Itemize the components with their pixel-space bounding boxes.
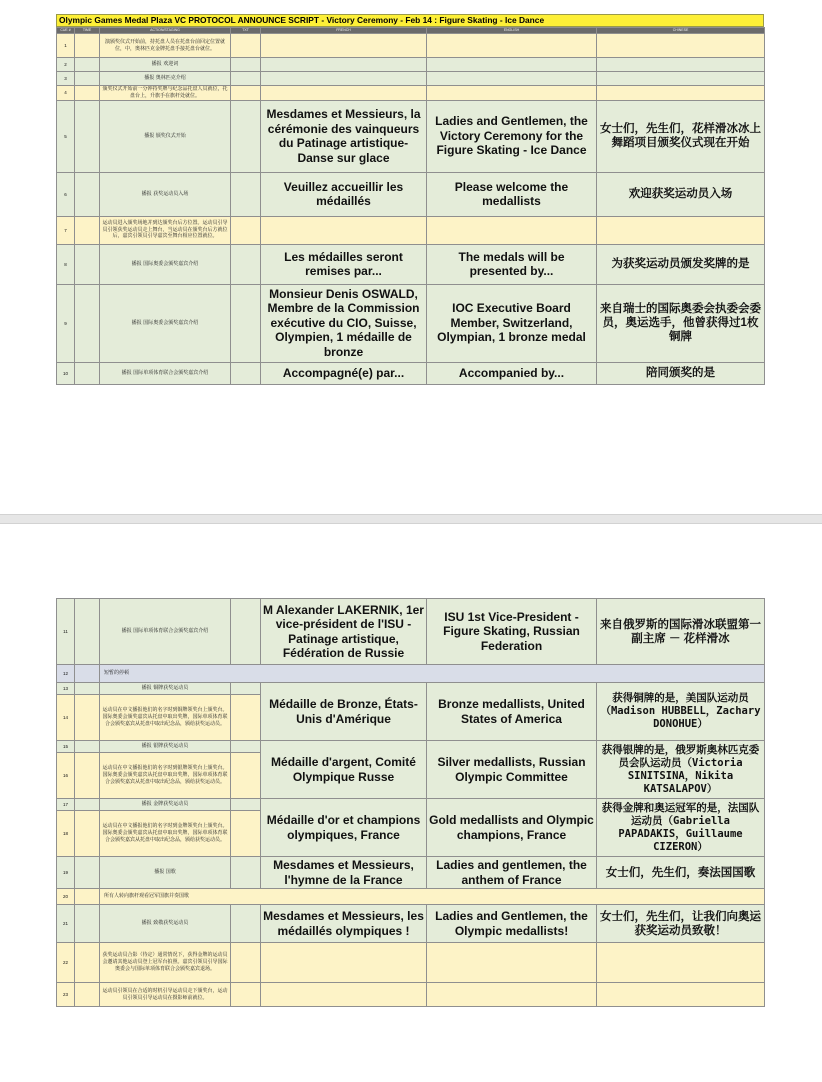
cue-number: 18	[57, 811, 75, 857]
english-text	[427, 34, 597, 58]
table-row	[57, 244, 765, 284]
table-row	[57, 665, 765, 683]
cue-number: 11	[57, 599, 75, 665]
table-row	[57, 741, 765, 753]
french-text: Veuillez accueillir les médaillés	[261, 172, 427, 216]
french-text: Médaille d'argent, Comité Olympique Russe	[261, 741, 427, 799]
cue-number: 9	[57, 284, 75, 362]
chinese-text: 来自瑞士的国际奥委会执委会委员，奥运选手，他曾获得过1枚铜牌	[597, 284, 765, 362]
page-divider	[0, 514, 822, 524]
action-staging: 播报 国际单项体育联合会颁奖嘉宾介绍	[100, 362, 231, 384]
action-staging: 播报 奥林匹克介绍	[100, 72, 231, 86]
header-chinese: CHINESE	[597, 28, 765, 34]
table-row	[57, 799, 765, 811]
chinese-text	[597, 943, 765, 983]
action-staging: 播报 金牌获奖运动员	[100, 799, 231, 811]
cue-number: 7	[57, 216, 75, 244]
table-row	[57, 34, 765, 58]
action-staging: 运动员引领员在合适的时机引导运动员走下颁奖台，运动员引领员引导运动员在摄影师前就位。	[100, 983, 231, 1007]
cue-number: 13	[57, 683, 75, 695]
header-action: ACTION/STAGING	[100, 28, 231, 34]
script-title: Olympic Games Medal Plaza VC PROTOCOL ANNOUNCE SCRIPT - Victory Ceremony - Feb 14 : Figure Skating - Ice Dance	[56, 14, 764, 27]
cue-number: 17	[57, 799, 75, 811]
table-row	[57, 943, 765, 983]
cue-number: 23	[57, 983, 75, 1007]
table-row	[57, 216, 765, 244]
script-table-1	[56, 27, 765, 385]
action-staging: 播报 国歌	[100, 857, 231, 889]
action-staging: 播报 铜牌获奖运动员	[100, 683, 231, 695]
french-text: Monsieur Denis OSWALD, Membre de la Commission exécutive du CIO, Suisse, Olympien, 1 médaille de bronze	[261, 284, 427, 362]
chinese-text	[597, 58, 765, 72]
chinese-text: 获得金牌和奥运冠军的是，法国队运动员（Gabriella PAPADAKIS，Guillaume CIZERON）	[597, 799, 765, 857]
table-row	[57, 683, 765, 695]
chinese-text	[597, 72, 765, 86]
chinese-text: 女士们，先生们，花样滑冰冰上舞蹈项目颁奖仪式现在开始	[597, 100, 765, 172]
english-text: Gold medallists and Olympic champions, France	[427, 799, 597, 857]
action-staging: 播报 银牌获奖运动员	[100, 741, 231, 753]
english-text	[427, 86, 597, 101]
french-text: M Alexander LAKERNIK, 1er vice-président de l'ISU - Patinage artistique, Fédération de Russie	[261, 599, 427, 665]
french-text: Mesdames et Messieurs, les médaillés olympiques !	[261, 905, 427, 943]
table-row	[57, 58, 765, 72]
chinese-text: 欢迎获奖运动员入场	[597, 172, 765, 216]
action-staging: 运动员在中文播报他们的名字时到金牌领奖台上颁奖台。国际奥委会颁奖嘉宾从托盘中取出奖牌，国际单项体育联合会颁奖嘉宾从托盘中取出纪念品，颁给获奖运动员。	[100, 811, 231, 857]
french-text	[261, 86, 427, 101]
action-staging: 颁奖仪式开始前一分钟持奖牌与纪念品托盘人员就位，托盘台上，升旗手在旗杆处就位。	[100, 86, 231, 101]
french-text: Mesdames et Messieurs, la cérémonie des vainqueurs du Patinage artistique- Danse sur glace	[261, 100, 427, 172]
english-text: Silver medallists, Russian Olympic Committee	[427, 741, 597, 799]
french-text: Les médailles seront remises par...	[261, 244, 427, 284]
cue-number: 6	[57, 172, 75, 216]
action-staging: 播报 国际单项体育联合会颁奖嘉宾介绍	[100, 599, 231, 665]
english-text: Accompanied by...	[427, 362, 597, 384]
script-page-1	[56, 14, 764, 385]
action-staging: 所有人转向旗杆观看冠军国旗并奏国歌	[100, 889, 765, 905]
action-staging: 播报 欢迎词	[100, 58, 231, 72]
header-cue: CUE #	[57, 28, 75, 34]
cue-number: 16	[57, 753, 75, 799]
header-english: ENGLISH	[427, 28, 597, 34]
action-staging: 播报 获奖运动员入场	[100, 172, 231, 216]
table-row	[57, 857, 765, 889]
cue-number: 4	[57, 86, 75, 101]
action-staging: 运动员在中文播报他们的名字时到银牌领奖台上颁奖台。国际奥委会颁奖嘉宾从托盘中取出奖牌，国际单项体育联合会颁奖嘉宾从托盘中取出纪念品，颁给获奖运动员。	[100, 753, 231, 799]
french-text: Mesdames et Messieurs, l'hymne de la France	[261, 857, 427, 889]
chinese-text	[597, 34, 765, 58]
english-text: IOC Executive Board Member, Switzerland, Olympian, 1 bronze medal	[427, 284, 597, 362]
cue-number: 5	[57, 100, 75, 172]
english-text: Ladies and Gentlemen, the Olympic medallists!	[427, 905, 597, 943]
english-text	[427, 983, 597, 1007]
cue-number: 22	[57, 943, 75, 983]
table-row	[57, 599, 765, 665]
chinese-text: 为获奖运动员颁发奖牌的是	[597, 244, 765, 284]
french-text	[261, 58, 427, 72]
chinese-text: 女士们，先生们，奏法国国歌	[597, 857, 765, 889]
chinese-text: 获得铜牌的是，美国队运动员（Madison HUBBELL，Zachary DONOHUE）	[597, 683, 765, 741]
english-text: ISU 1st Vice-President - Figure Skating, Russian Federation	[427, 599, 597, 665]
header-french: FRENCH	[261, 28, 427, 34]
english-text: Ladies and gentlemen, the anthem of France	[427, 857, 597, 889]
english-text	[427, 216, 597, 244]
table-row	[57, 905, 765, 943]
english-text: Ladies and Gentlemen, the Victory Ceremony for the Figure Skating - Ice Dance	[427, 100, 597, 172]
cue-number: 8	[57, 244, 75, 284]
cue-number: 1	[57, 34, 75, 58]
action-staging: 运动员在中文播报他们的名字时到铜牌领奖台上颁奖台。国际奥委会颁奖嘉宾从托盘中取出奖牌，国际单项体育联合会颁奖嘉宾从托盘中取出纪念品，颁给获奖运动员。	[100, 695, 231, 741]
action-staging: 获奖运动员合影（待定）通常情况下，获得金牌的运动员会邀请其他运动员登上冠军台拍照。嘉宾引领员引导国际奥委会与国际单项体育联合会颁奖嘉宾退场。	[100, 943, 231, 983]
table-row	[57, 983, 765, 1007]
french-text	[261, 34, 427, 58]
english-text	[427, 58, 597, 72]
french-text	[261, 983, 427, 1007]
table-row	[57, 86, 765, 101]
english-text	[427, 943, 597, 983]
english-text	[427, 72, 597, 86]
action-staging: 播报 国际奥委会颁奖嘉宾介绍	[100, 244, 231, 284]
action-staging: 播报 致敬获奖运动员	[100, 905, 231, 943]
chinese-text	[597, 86, 765, 101]
table-row	[57, 100, 765, 172]
english-text: Bronze medallists, United States of America	[427, 683, 597, 741]
table-row	[57, 72, 765, 86]
chinese-text	[597, 983, 765, 1007]
script-page-2	[56, 598, 764, 1007]
french-text	[261, 72, 427, 86]
table-row	[57, 284, 765, 362]
cue-number: 14	[57, 695, 75, 741]
french-text: Accompagné(e) par...	[261, 362, 427, 384]
cue-number: 3	[57, 72, 75, 86]
chinese-text: 女士们，先生们，让我们向奥运获奖运动员致敬！	[597, 905, 765, 943]
header-time: TIME	[75, 28, 100, 34]
cue-number: 12	[57, 665, 75, 683]
chinese-text: 来自俄罗斯的国际滑冰联盟第一副主席 － 花样滑冰	[597, 599, 765, 665]
english-text: The medals will be presented by...	[427, 244, 597, 284]
cue-number: 15	[57, 741, 75, 753]
table-row	[57, 889, 765, 905]
chinese-text: 陪同颁奖的是	[597, 362, 765, 384]
header-txt: TXT	[231, 28, 261, 34]
chinese-text: 获得银牌的是，俄罗斯奥林匹克委员会队运动员（Victoria SINITSINA，Nikita KATSALAPOV）	[597, 741, 765, 799]
cue-number: 2	[57, 58, 75, 72]
cue-number: 21	[57, 905, 75, 943]
cue-number: 19	[57, 857, 75, 889]
table-row	[57, 362, 765, 384]
action-staging: 播报 国际奥委会颁奖嘉宾介绍	[100, 284, 231, 362]
french-text	[261, 216, 427, 244]
action-staging: 短暂的停顿	[100, 665, 765, 683]
chinese-text	[597, 216, 765, 244]
action-staging: 播报 颁奖仪式开始	[100, 100, 231, 172]
french-text: Médaille d'or et champions olympiques, France	[261, 799, 427, 857]
table-row	[57, 172, 765, 216]
action-staging: 运动员进入颁奖场地并到达颁奖台后方位置。运动员引导员引领获奖运动员走上舞台，当运动员在颁奖台后方就位后，嘉宾引领员引导嘉宾至舞台相应位置就位。	[100, 216, 231, 244]
cue-number: 10	[57, 362, 75, 384]
french-text: Médaille de Bronze, États-Unis d'Amérique	[261, 683, 427, 741]
script-table-2	[56, 598, 765, 1007]
english-text: Please welcome the medallists	[427, 172, 597, 216]
french-text	[261, 943, 427, 983]
action-staging: 演颁奖仪式开始前，持托盘人员在托盘台前回定位置就位，中，奥林匹克金牌托盘手接托盘台就位。	[100, 34, 231, 58]
cue-number: 20	[57, 889, 75, 905]
